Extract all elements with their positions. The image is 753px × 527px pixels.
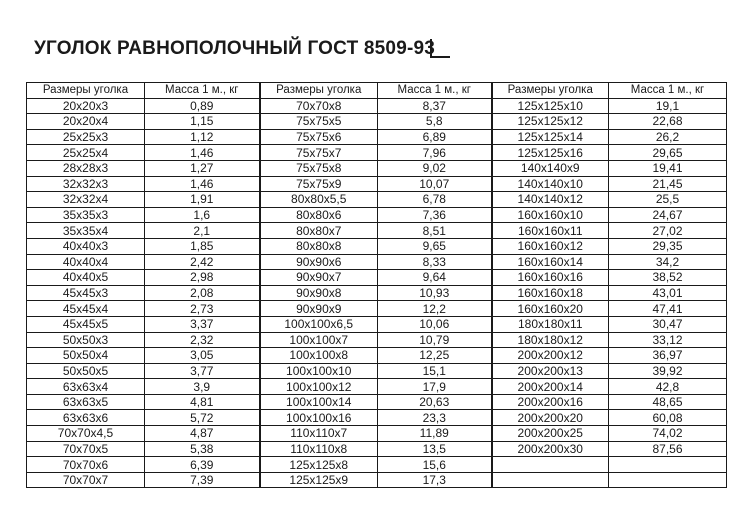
mass-cell: 27,02 — [609, 223, 727, 239]
size-cell: 200x200x14 — [492, 379, 609, 395]
mass-cell: 7,96 — [378, 145, 492, 161]
size-cell: 125x125x9 — [260, 472, 378, 488]
mass-cell: 36,97 — [609, 348, 727, 364]
mass-cell: 24,67 — [609, 207, 727, 223]
mass-cell — [609, 472, 727, 488]
mass-cell: 20,63 — [378, 394, 492, 410]
mass-cell: 74,02 — [609, 426, 727, 442]
mass-cell: 7,39 — [145, 472, 260, 488]
table-row — [27, 379, 727, 395]
size-cell: 70x70x7 — [27, 472, 145, 488]
header-size-3: Размеры уголка — [492, 83, 609, 99]
mass-cell: 12,2 — [378, 301, 492, 317]
header-mass-1: Масса 1 м., кг — [145, 83, 260, 99]
header-size-2: Размеры уголка — [260, 83, 378, 99]
mass-cell: 7,36 — [378, 207, 492, 223]
size-cell: 90x90x7 — [260, 270, 378, 286]
mass-cell: 22,68 — [609, 114, 727, 130]
mass-cell: 26,2 — [609, 129, 727, 145]
size-cell: 200x200x25 — [492, 426, 609, 442]
mass-cell: 29,35 — [609, 238, 727, 254]
mass-cell: 19,1 — [609, 98, 727, 114]
size-cell: 180x180x12 — [492, 332, 609, 348]
table-row — [27, 176, 727, 192]
mass-cell: 3,9 — [145, 379, 260, 395]
size-cell: 200x200x13 — [492, 363, 609, 379]
table-row — [27, 223, 727, 239]
mass-cell: 2,73 — [145, 301, 260, 317]
size-cell: 160x160x18 — [492, 285, 609, 301]
size-cell: 90x90x8 — [260, 285, 378, 301]
table-row — [27, 472, 727, 488]
table-row — [27, 270, 727, 286]
size-cell: 32x32x3 — [27, 176, 145, 192]
angle-profile-icon — [430, 39, 450, 58]
table-row — [27, 348, 727, 364]
size-cell: 100x100x14 — [260, 394, 378, 410]
mass-cell: 11,89 — [378, 426, 492, 442]
header-size-1: Размеры уголка — [27, 83, 145, 99]
size-cell: 35x35x3 — [27, 207, 145, 223]
mass-cell: 3,77 — [145, 363, 260, 379]
mass-cell: 42,8 — [609, 379, 727, 395]
size-cell: 140x140x12 — [492, 192, 609, 208]
table-row — [27, 316, 727, 332]
size-cell: 110x110x7 — [260, 426, 378, 442]
size-cell: 75x75x6 — [260, 129, 378, 145]
size-cell: 100x100x7 — [260, 332, 378, 348]
mass-cell: 10,79 — [378, 332, 492, 348]
size-cell: 75x75x8 — [260, 160, 378, 176]
size-cell: 125x125x12 — [492, 114, 609, 130]
size-cell: 28x28x3 — [27, 160, 145, 176]
size-cell: 160x160x10 — [492, 207, 609, 223]
size-cell: 125x125x14 — [492, 129, 609, 145]
mass-cell: 4,87 — [145, 426, 260, 442]
size-cell: 50x50x5 — [27, 363, 145, 379]
table-row — [27, 457, 727, 473]
mass-cell: 10,07 — [378, 176, 492, 192]
mass-cell: 4,81 — [145, 394, 260, 410]
mass-cell: 10,93 — [378, 285, 492, 301]
size-cell: 180x180x11 — [492, 316, 609, 332]
size-cell: 160x160x16 — [492, 270, 609, 286]
mass-cell: 6,39 — [145, 457, 260, 473]
size-cell: 160x160x11 — [492, 223, 609, 239]
size-cell: 80x80x5,5 — [260, 192, 378, 208]
header-mass-2: Масса 1 м., кг — [378, 83, 492, 99]
size-cell: 25x25x3 — [27, 129, 145, 145]
table-row — [27, 238, 727, 254]
mass-cell: 8,33 — [378, 254, 492, 270]
gost-table — [26, 82, 727, 488]
size-cell: 25x25x4 — [27, 145, 145, 161]
size-cell: 40x40x5 — [27, 270, 145, 286]
mass-cell — [609, 457, 727, 473]
mass-cell: 9,02 — [378, 160, 492, 176]
mass-cell: 17,9 — [378, 379, 492, 395]
mass-cell: 17,3 — [378, 472, 492, 488]
mass-cell: 1,27 — [145, 160, 260, 176]
mass-cell: 19,41 — [609, 160, 727, 176]
page-title: УГОЛОК РАВНОПОЛОЧНЫЙ ГОСТ 8509-93 — [34, 38, 436, 59]
table-row — [27, 98, 727, 114]
size-cell: 50x50x4 — [27, 348, 145, 364]
size-cell: 100x100x8 — [260, 348, 378, 364]
size-cell: 45x45x5 — [27, 316, 145, 332]
mass-cell: 2,1 — [145, 223, 260, 239]
mass-cell: 1,46 — [145, 176, 260, 192]
table-row — [27, 426, 727, 442]
size-cell: 100x100x6,5 — [260, 316, 378, 332]
table-row — [27, 441, 727, 457]
mass-cell: 1,85 — [145, 238, 260, 254]
size-cell: 125x125x8 — [260, 457, 378, 473]
mass-cell: 2,08 — [145, 285, 260, 301]
mass-cell: 9,65 — [378, 238, 492, 254]
mass-cell: 1,12 — [145, 129, 260, 145]
mass-cell: 5,8 — [378, 114, 492, 130]
size-cell: 125x125x16 — [492, 145, 609, 161]
size-cell: 32x32x4 — [27, 192, 145, 208]
mass-cell: 47,41 — [609, 301, 727, 317]
mass-cell: 12,25 — [378, 348, 492, 364]
mass-cell: 2,98 — [145, 270, 260, 286]
size-cell: 63x63x4 — [27, 379, 145, 395]
size-cell: 100x100x10 — [260, 363, 378, 379]
size-cell: 75x75x9 — [260, 176, 378, 192]
size-cell: 20x20x4 — [27, 114, 145, 130]
mass-cell: 48,65 — [609, 394, 727, 410]
size-cell: 50x50x3 — [27, 332, 145, 348]
size-cell: 100x100x12 — [260, 379, 378, 395]
table-row — [27, 363, 727, 379]
size-cell: 70x70x4,5 — [27, 426, 145, 442]
table-row — [27, 114, 727, 130]
mass-cell: 60,08 — [609, 410, 727, 426]
size-cell: 80x80x8 — [260, 238, 378, 254]
size-cell: 70x70x6 — [27, 457, 145, 473]
size-cell: 100x100x16 — [260, 410, 378, 426]
mass-cell: 34,2 — [609, 254, 727, 270]
size-cell: 40x40x3 — [27, 238, 145, 254]
mass-cell: 3,05 — [145, 348, 260, 364]
mass-cell: 5,38 — [145, 441, 260, 457]
size-cell: 200x200x30 — [492, 441, 609, 457]
mass-cell: 1,6 — [145, 207, 260, 223]
size-cell: 140x140x9 — [492, 160, 609, 176]
table-row — [27, 332, 727, 348]
mass-cell: 29,65 — [609, 145, 727, 161]
table-body — [27, 98, 727, 488]
size-cell: 160x160x14 — [492, 254, 609, 270]
mass-cell: 21,45 — [609, 176, 727, 192]
table-row — [27, 129, 727, 145]
mass-cell: 1,46 — [145, 145, 260, 161]
size-cell — [492, 457, 609, 473]
table-row — [27, 207, 727, 223]
table-row — [27, 145, 727, 161]
mass-cell: 33,12 — [609, 332, 727, 348]
size-cell: 160x160x20 — [492, 301, 609, 317]
size-cell: 70x70x5 — [27, 441, 145, 457]
mass-cell: 0,89 — [145, 98, 260, 114]
size-cell: 140x140x10 — [492, 176, 609, 192]
size-cell: 90x90x6 — [260, 254, 378, 270]
size-cell: 45x45x4 — [27, 301, 145, 317]
table-row — [27, 192, 727, 208]
size-cell: 35x35x4 — [27, 223, 145, 239]
size-cell: 200x200x20 — [492, 410, 609, 426]
mass-cell: 6,78 — [378, 192, 492, 208]
mass-cell: 2,32 — [145, 332, 260, 348]
mass-cell: 1,91 — [145, 192, 260, 208]
mass-cell: 8,51 — [378, 223, 492, 239]
size-cell: 45x45x3 — [27, 285, 145, 301]
size-cell: 200x200x12 — [492, 348, 609, 364]
table-row — [27, 394, 727, 410]
size-cell: 125x125x10 — [492, 98, 609, 114]
size-cell: 110x110x8 — [260, 441, 378, 457]
header-mass-3: Масса 1 м., кг — [609, 83, 727, 99]
table-row — [27, 285, 727, 301]
mass-cell: 5,72 — [145, 410, 260, 426]
mass-cell: 3,37 — [145, 316, 260, 332]
mass-cell: 23,3 — [378, 410, 492, 426]
size-cell: 20x20x3 — [27, 98, 145, 114]
table-row — [27, 301, 727, 317]
table-header-row — [27, 83, 727, 99]
size-cell: 200x200x16 — [492, 394, 609, 410]
size-cell: 75x75x5 — [260, 114, 378, 130]
mass-cell: 87,56 — [609, 441, 727, 457]
mass-cell: 43,01 — [609, 285, 727, 301]
size-cell: 75x75x7 — [260, 145, 378, 161]
mass-cell: 13,5 — [378, 441, 492, 457]
size-cell: 70x70x8 — [260, 98, 378, 114]
mass-cell: 2,42 — [145, 254, 260, 270]
mass-cell: 8,37 — [378, 98, 492, 114]
mass-cell: 38,52 — [609, 270, 727, 286]
size-cell — [492, 472, 609, 488]
mass-cell: 15,6 — [378, 457, 492, 473]
size-cell: 80x80x7 — [260, 223, 378, 239]
size-cell: 63x63x5 — [27, 394, 145, 410]
table-row — [27, 160, 727, 176]
mass-cell: 25,5 — [609, 192, 727, 208]
size-cell: 160x160x12 — [492, 238, 609, 254]
size-cell: 40x40x4 — [27, 254, 145, 270]
mass-cell: 1,15 — [145, 114, 260, 130]
mass-cell: 9,64 — [378, 270, 492, 286]
size-cell: 90x90x9 — [260, 301, 378, 317]
mass-cell: 39,92 — [609, 363, 727, 379]
size-cell: 80x80x6 — [260, 207, 378, 223]
mass-cell: 30,47 — [609, 316, 727, 332]
mass-cell: 15,1 — [378, 363, 492, 379]
size-cell: 63x63x6 — [27, 410, 145, 426]
mass-cell: 6,89 — [378, 129, 492, 145]
table-row — [27, 410, 727, 426]
table-row — [27, 254, 727, 270]
mass-cell: 10,06 — [378, 316, 492, 332]
